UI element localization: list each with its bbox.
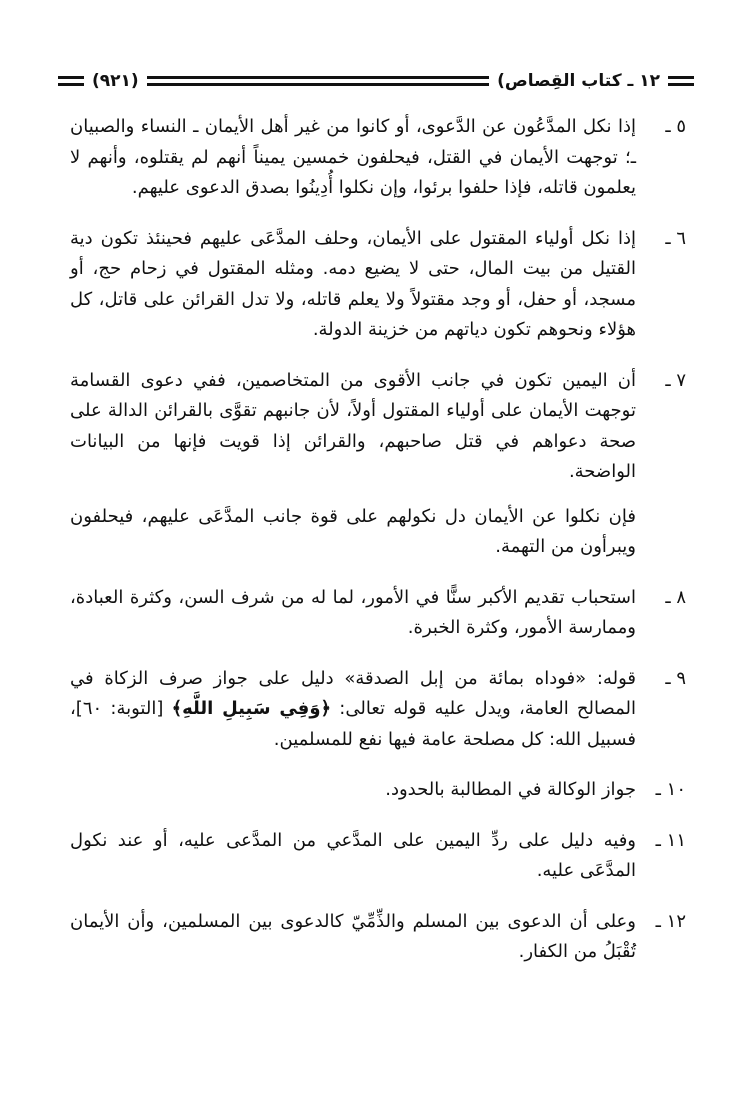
item-number: ٦ ـ (665, 227, 686, 249)
list-item (70, 583, 686, 644)
page-body (70, 112, 686, 988)
item-number: ٧ ـ (665, 369, 686, 391)
header-mark-left (58, 76, 84, 86)
item-number: ١٠ ـ (655, 779, 686, 800)
list-item (70, 664, 686, 756)
quran-verse: ﴿وَفِي سَبِيلِ اللَّهِ﴾ (171, 698, 332, 719)
item-text: جواز الوكالة في المطالبة بالحدود. (385, 779, 636, 800)
item-text: أن اليمين تكون في جانب الأقوى من المتخاصمين، ففي دعوى القسامة توجهت الأيمان على أولياء المقتول أولاً، لأن جانبهم تقوَّى بالقرائن الدالة على صحة دعواهم في قتل صاحبهم، والقرائن إذا قويت فإنها من البيانات الواضحة. (70, 369, 636, 482)
list-item (70, 826, 686, 887)
item-text: إذا نكل أولياء المقتول على الأيمان، وحلف المدَّعَى عليهم فحينئذ تكون دية القتيل من بيت المال، حتى لا يضيع دمه. ومثله المقتول في زحام حج، أو مسجد، أو حفل، أو وجد مقتولاً ولا يعلم قاتله، ولا تدل القرائن على قاتل، كل هؤلاء ونحوهم تكون دياتهم من خزينة الدولة. (70, 227, 636, 340)
list-item (70, 907, 686, 968)
item-text: استحباب تقديم الأكبر سنًّا في الأمور، لما له من شرف السن، وكثرة العبادة، وممارسة الأمور، وكثرة الخبرة. (70, 586, 636, 638)
item-text: وفيه دليل على ردِّ اليمين على المدَّعي من المدَّعى عليه، أو عند نكول المدَّعَى عليه. (70, 829, 636, 881)
header-rule (147, 76, 489, 86)
chapter-title: ١٢ ـ كتاب القِصاص) (497, 71, 660, 91)
page-number: (٩٢١) (92, 71, 139, 91)
header-mark-right (668, 76, 694, 86)
running-header (58, 66, 694, 96)
item-number: ١١ ـ (655, 829, 686, 851)
item-text: إذا نكل المدَّعُون عن الدَّعوى، أو كانوا من غير أهل الأيمان ـ النساء والصبيان ـ؛ توجهت الأيمان في القتل، فيحلفون خمسين يميناً أنهم لم يقتلوه، وأنهم لا يعلمون قاتله، فإذا حلفوا برئوا، وإن نكلوا أُدِينُوا بصدق الدعوى عليهم. (70, 116, 636, 198)
item-number: ٨ ـ (665, 586, 686, 608)
item-text: وعلى أن الدعوى بين المسلم والذِّمِّيّ كالدعوى بين المسلمين، وأن الأيمان تُقْبَلُ من الكفار. (70, 910, 636, 962)
item-number: ٩ ـ (665, 667, 686, 689)
item-text-a: قوله: «فوداه بمائة من إبل الصدقة» دليل على جواز صرف الزكاة في المصالح العامة، ويدل عليه قوله تعالى: (70, 667, 637, 719)
item-number: ٥ ـ (665, 116, 686, 137)
list-item (70, 775, 686, 806)
item-number: ١٢ ـ (655, 910, 686, 932)
list-item (70, 224, 686, 346)
list-item (70, 112, 686, 204)
list-item (70, 366, 686, 488)
item-text-b: [التوبة: ٦٠]، فسبيل الله: كل مصلحة عامة فيها نفع للمسلمين. (70, 698, 636, 750)
continuation-paragraph: فإن نكلوا عن الأيمان دل نكولهم على قوة جانب المدَّعَى عليهم، فيحلفون ويبرأون من التهمة. (70, 505, 636, 557)
